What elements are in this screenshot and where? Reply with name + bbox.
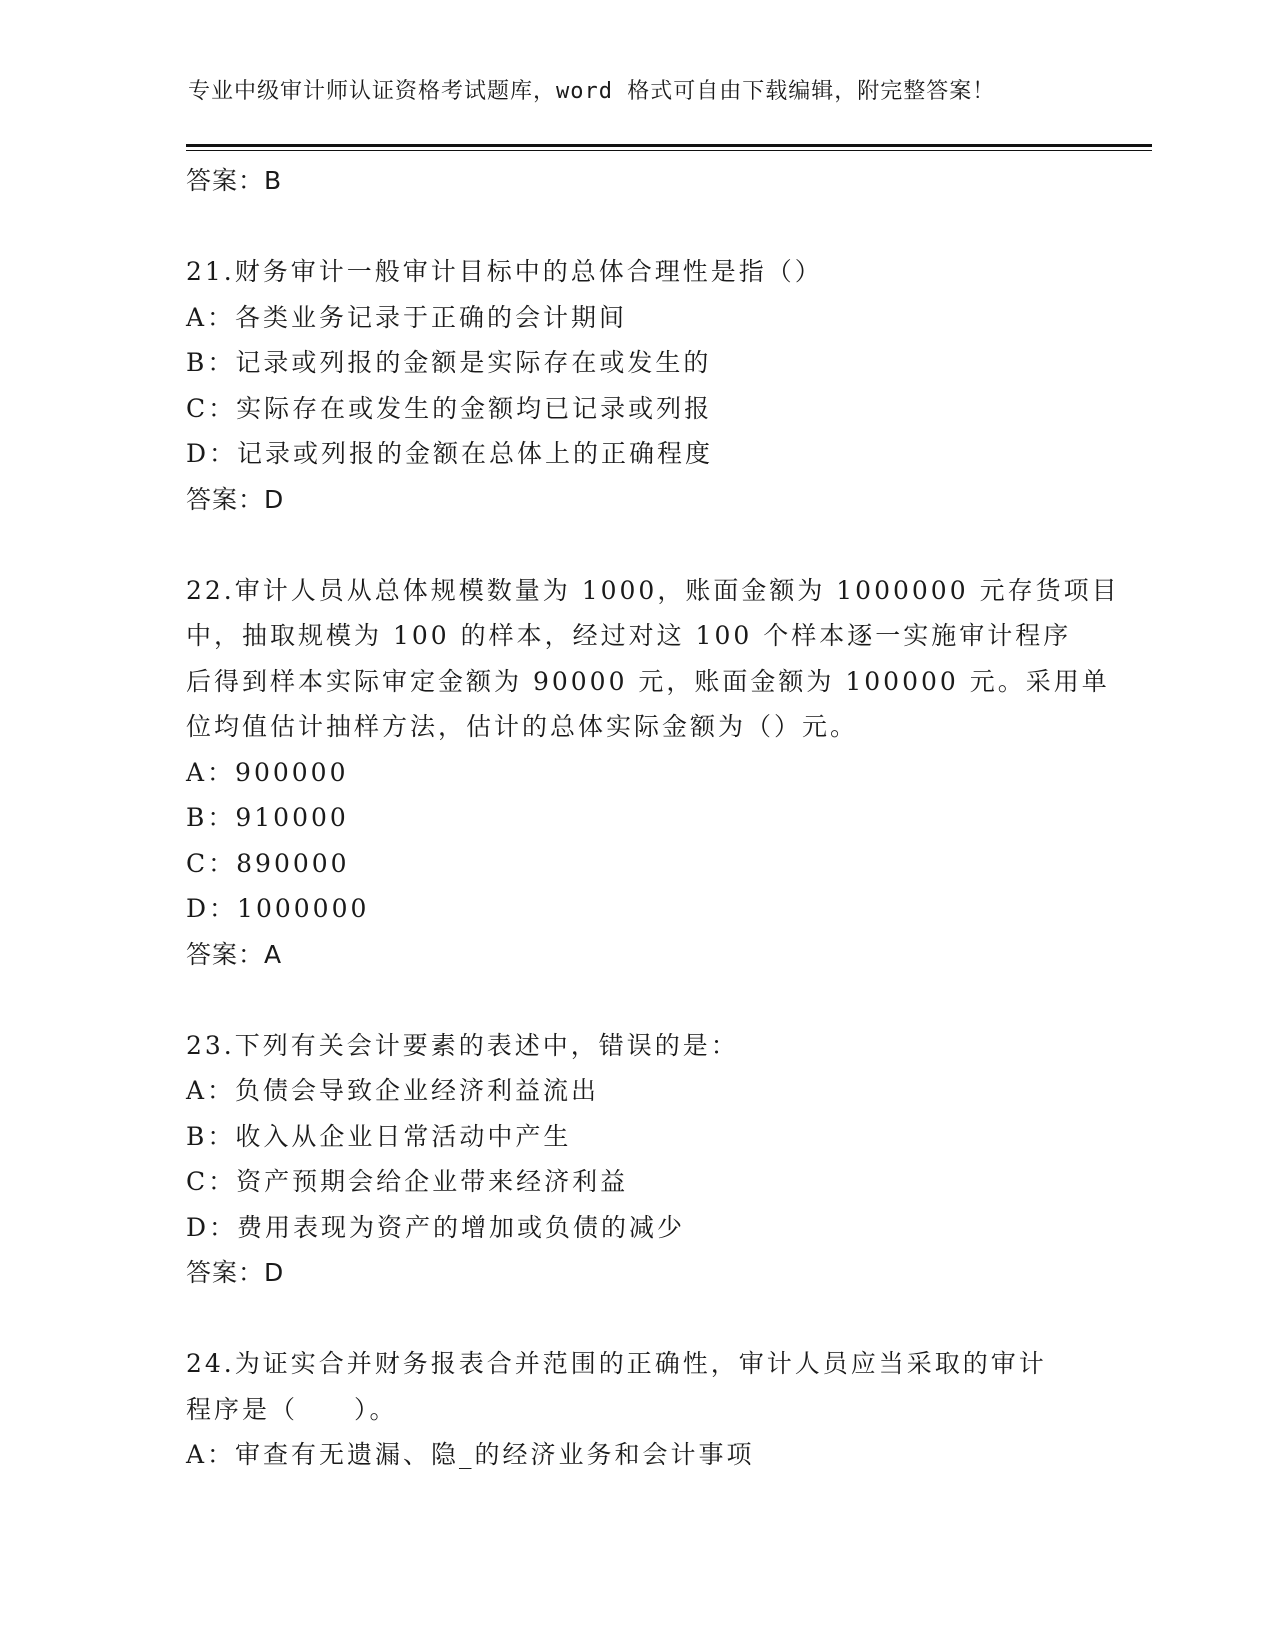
question-list <box>186 158 1120 1478</box>
question-stem: 程序是（ ）。 <box>186 1394 398 1424</box>
question-23 <box>186 1023 1086 1296</box>
option-d: D：费用表现为资产的增加或负债的减少 <box>186 1212 686 1242</box>
question-stem: 23.下列有关会计要素的表述中，错误的是： <box>186 1030 739 1060</box>
page-header: 专业中级审计师认证资格考试题库，word 格式可自由下载编辑，附完整答案！ <box>188 79 996 104</box>
option-c: C：资产预期会给企业带来经济利益 <box>186 1167 629 1196</box>
question-21 <box>186 249 1086 522</box>
question-stem: 中，抽取规模为 100 的样本，经过对这 100 个样本逐一实施审计程序 <box>186 621 1072 650</box>
option-a: A：负债会导致企业经济利益流出 <box>186 1076 600 1105</box>
option-b: B：910000 <box>186 803 349 832</box>
option-d: D：记录或列报的金额在总体上的正确程度 <box>186 439 714 468</box>
header-rule-thick <box>186 144 1152 147</box>
question-stem: 22.审计人员从总体规模数量为 1000，账面金额为 1000000 元存货项目 <box>186 575 1120 605</box>
question-stem: 21.财务审计一般审计目标中的总体合理性是指（） <box>186 257 823 286</box>
option-c: C：实际存在或发生的金额均已记录或列报 <box>186 393 713 423</box>
question-stem: 后得到样本实际审定金额为 90000 元，账面金额为 100000 元。采用单 <box>186 666 1110 696</box>
answer-previous: 答案：B <box>186 166 283 195</box>
option-a: A：900000 <box>186 757 349 787</box>
option-b: B：收入从企业日常活动中产生 <box>186 1121 572 1151</box>
question-24 <box>186 1341 1086 1478</box>
answer: 答案：D <box>186 1258 285 1287</box>
question-stem: 位均值估计抽样方法，估计的总体实际金额为（）元。 <box>186 712 859 741</box>
option-a: A：审查有无遗漏、隐_的经济业务和会计事项 <box>186 1440 755 1469</box>
question-22 <box>186 568 1120 978</box>
answer: 答案：D <box>186 484 285 514</box>
question-stem: 24.为证实合并财务报表合并范围的正确性，审计人员应当采取的审计 <box>186 1349 1047 1378</box>
option-c: C：890000 <box>186 848 350 878</box>
answer: 答案：A <box>186 939 283 969</box>
option-a: A：各类业务记录于正确的会计期间 <box>186 302 628 332</box>
option-b: B：记录或列报的金额是实际存在或发生的 <box>186 348 712 377</box>
header-rule-thin <box>186 150 1152 151</box>
option-d: D：1000000 <box>186 894 370 923</box>
